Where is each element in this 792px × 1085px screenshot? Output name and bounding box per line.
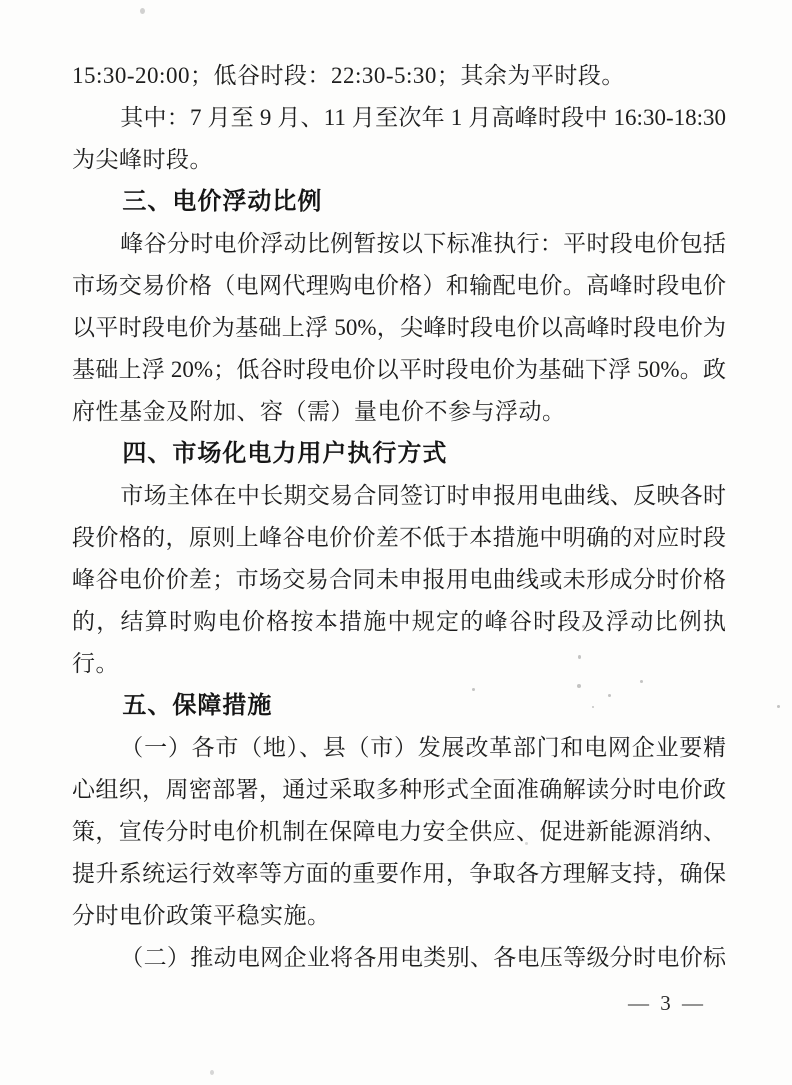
document-line: 策，宣传分时电价机制在保障电力安全供应、促进新能源消纳、 — [72, 819, 726, 844]
scan-speck — [592, 706, 594, 708]
document-line: 为尖峰时段。 — [72, 147, 213, 172]
document-line: 以平时段电价为基础上浮 50%，尖峰时段电价以高峰时段电价为 — [72, 315, 726, 340]
scan-speck — [578, 655, 581, 659]
document-line: 市场交易价格（电网代理购电价格）和输配电价。高峰时段电价 — [72, 273, 726, 298]
scan-speck — [777, 705, 780, 708]
document-line: 的，结算时购电价格按本措施中规定的峰谷时段及浮动比例执 — [72, 609, 726, 634]
scan-speck — [640, 680, 643, 683]
document-line: 提升系统运行效率等方面的重要作用，争取各方理解支持，确保 — [72, 861, 726, 886]
document-line: 段价格的，原则上峰谷电价价差不低于本措施中明确的对应时段 — [72, 525, 726, 550]
scan-speck — [140, 8, 145, 14]
section-heading: 四、市场化电力用户执行方式 — [122, 440, 448, 467]
scan-speck — [582, 625, 585, 628]
document-line: 心组织，周密部署，通过采取多种形式全面准确解读分时电价政 — [72, 777, 726, 802]
scan-speck — [210, 1070, 214, 1075]
scan-speck — [472, 688, 475, 691]
document-line: （一）各市（地）、县（市）发展改革部门和电网企业要精 — [120, 735, 726, 760]
page-number: — 3 — — [628, 991, 706, 1015]
document-line: 峰谷分时电价浮动比例暂按以下标准执行：平时段电价包括 — [120, 231, 726, 256]
document-line: 其中：7 月至 9 月、11 月至次年 1 月高峰时段中 16:30-18:30 — [120, 105, 726, 130]
document-line: 15:30-20:00；低谷时段：22:30-5:30；其余为平时段。 — [72, 63, 625, 88]
section-heading: 五、保障措施 — [122, 692, 273, 719]
document-line: 峰谷电价价差；市场交易合同未申报用电曲线或未形成分时价格 — [72, 567, 726, 592]
document-line: 府性基金及附加、容（需）量电价不参与浮动。 — [72, 399, 566, 424]
scan-speck — [525, 842, 528, 845]
scan-speck — [608, 694, 611, 697]
document-line: （二）推动电网企业将各用电类别、各电压等级分时电价标 — [120, 945, 726, 970]
document-body — [72, 55, 726, 979]
document-line: 市场主体在中长期交易合同签订时申报用电曲线、反映各时 — [120, 483, 726, 508]
document-line: 基础上浮 20%；低谷时段电价以平时段电价为基础下浮 50%。政 — [72, 357, 726, 382]
scan-speck — [577, 684, 581, 688]
section-heading: 三、电价浮动比例 — [122, 188, 323, 215]
document-line: 分时电价政策平稳实施。 — [72, 903, 331, 928]
document-line: 行。 — [72, 651, 119, 676]
